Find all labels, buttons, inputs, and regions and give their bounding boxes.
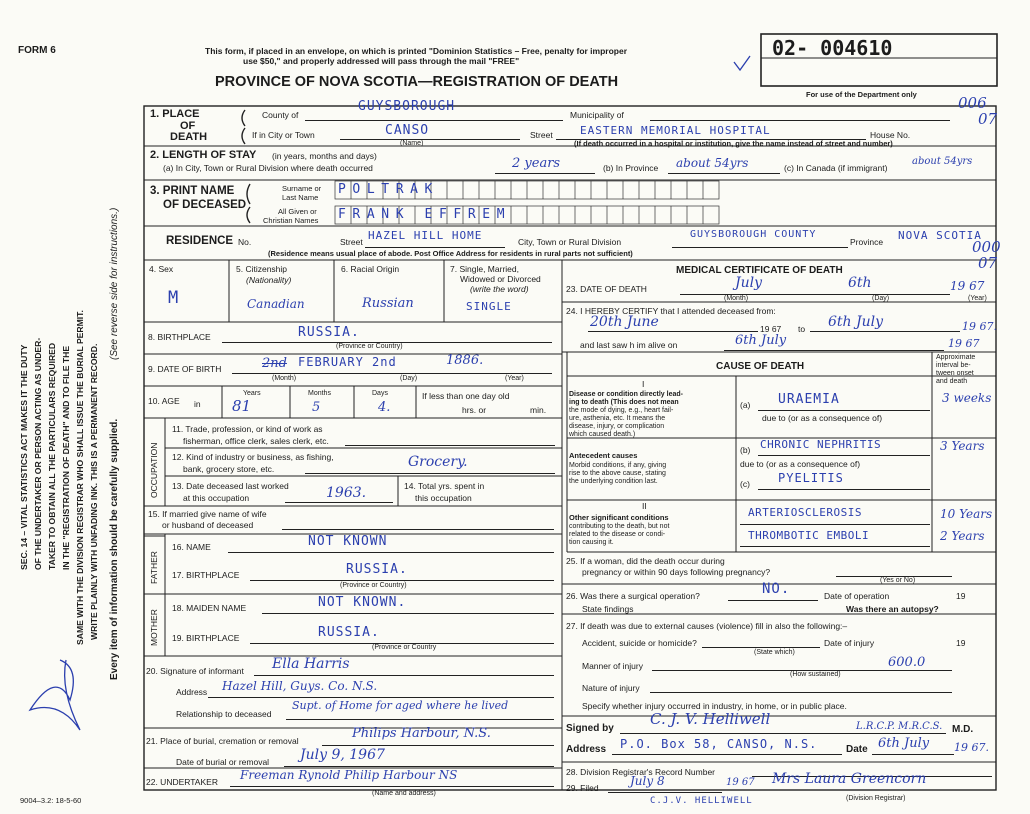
dept-use-note: For use of the Department only: [806, 90, 917, 99]
signed-by-value: C. J. V. Helliwell: [650, 710, 771, 728]
name-label-2: OF DECEASED: [163, 199, 247, 211]
surname-value: POLTRAK: [338, 182, 439, 197]
form-title: PROVINCE OF NOVA SCOTIA—REGISTRATION OF DEATH: [215, 74, 619, 90]
residence-label: RESIDENCE: [166, 235, 234, 247]
residence-city: GUYSBOROUGH COUNTY: [690, 229, 817, 240]
cause-c-label: (c): [740, 479, 750, 489]
registrar-caption: (Division Registrar): [846, 795, 906, 802]
state-which-caption: (State which): [754, 649, 795, 656]
stay-b-value: about 54yrs: [676, 156, 749, 170]
dob-struck: 2nd: [262, 356, 287, 371]
print-code: 9004–3.2: 18-5-60: [20, 796, 82, 805]
interval-1: Approximate: [936, 354, 976, 361]
other-a: Other significant conditions: [569, 513, 669, 522]
city-label: If in City or Town: [252, 130, 315, 140]
racial-label: 6. Racial Origin: [341, 264, 400, 274]
hospital-note: (If death occurred in a hospital or institution, give the name instead of street and number): [574, 139, 893, 148]
antecedent-c: rise to the above cause, stating: [569, 470, 666, 477]
side-note-7: Every item of information should be carefully supplied.: [109, 418, 120, 680]
stay-label: 2. LENGTH OF STAY: [150, 149, 257, 161]
side-note-5: SAME WITH THE DIVISION REGISTRAR WHO SHALL ISSUE THE BURIAL PERMIT.: [75, 310, 85, 645]
filed-year: 19 67: [726, 777, 755, 788]
qualifications: L.R.C.P. M.R.C.S.: [856, 721, 943, 732]
injury-date-label: Date of injury: [824, 638, 875, 648]
father-name-label: 16. NAME: [172, 542, 211, 552]
father-name: NOT KNOWN: [308, 534, 388, 549]
stay-c-label: (c) In Canada (if immigrant): [784, 163, 888, 173]
occ-13-value: 1963.: [326, 485, 367, 501]
spouse-label-b: or husband of deceased: [162, 520, 254, 530]
occ-13-b: at this occupation: [183, 493, 250, 503]
filed-label: 29. Filed: [566, 783, 599, 793]
relationship-label: Relationship to deceased: [176, 709, 272, 719]
sex-label: 4. Sex: [149, 264, 174, 274]
certify-label: 24. I HEREBY CERTIFY that I attended deceased from:: [566, 306, 776, 316]
due-to-1: due to (or as a consequence of): [762, 413, 883, 423]
stay-b-label: (b) In Province: [603, 163, 659, 173]
findings-label: State findings: [582, 604, 634, 614]
dob-label: 9. DATE OF BIRTH: [148, 364, 222, 374]
side-note-4: IN THE "REGISTRATION OF DEATH" AND TO FILE THE: [61, 345, 71, 570]
dept-code-2: 07: [978, 110, 998, 128]
cause-title: CAUSE OF DEATH: [716, 361, 805, 372]
accident-label: Accident, suicide or homicide?: [582, 638, 697, 648]
stay-a-label: (a) In City, Town or Rural Division where death occurred: [163, 163, 373, 173]
form-number: FORM 6: [18, 45, 56, 56]
filed-date: July 8: [630, 774, 665, 788]
interval-2: interval be-: [936, 362, 971, 369]
cert-address-label: Address: [566, 744, 607, 755]
county-value: GUYSBOROUGH: [358, 99, 456, 114]
occ-12-a: 12. Kind of industry or business, as fishing,: [172, 452, 334, 462]
age-in: in: [194, 399, 201, 409]
q26-label: 26. Was there a surgical operation?: [566, 591, 700, 601]
dob-year-cap: (Year): [505, 375, 524, 382]
father-birthplace-label: 17. BIRTHPLACE: [172, 570, 240, 580]
other-d: tion causing it.: [569, 539, 614, 546]
manner-label: Manner of injury: [582, 661, 643, 671]
burial-place: Philips Harbour, N.S.: [352, 726, 491, 741]
marital-label-2: Widowed or Divorced: [460, 274, 541, 284]
sex-value: M: [168, 288, 180, 308]
city-value: CANSO: [385, 123, 430, 138]
signed-by-label: Signed by: [566, 723, 614, 734]
antecedent-d: the underlying condition last.: [569, 478, 658, 485]
father-birthplace-cap: (Province or Country): [340, 582, 407, 589]
disease-c: the mode of dying, e.g., heart fail-: [569, 407, 674, 414]
disease-b: ing to death (This does not mean: [569, 399, 679, 406]
roman-2: II: [642, 501, 647, 511]
interval-4: and death: [936, 378, 968, 385]
undertaker-label: 22. UNDERTAKER: [146, 777, 218, 787]
place-label-3: DEATH: [170, 131, 208, 143]
side-note-6: WRITE PLAINLY WITH UNFADING INK. THIS IS A PERMANENT RECORD.: [89, 343, 99, 640]
dept-code-4: 07: [978, 254, 998, 272]
spouse-label-a: 15. If married give name of wife: [148, 509, 267, 519]
less-day-label: If less than one day old: [422, 391, 510, 401]
years-caption: Years: [243, 390, 261, 397]
occ-12-b: bank, grocery store, etc.: [183, 464, 275, 474]
death-month-cap: (Month): [724, 295, 749, 302]
last-saw-year: 19 67: [948, 337, 980, 350]
residence-province: NOVA SCOTIA: [898, 229, 982, 242]
attended-to: 6th July: [828, 314, 884, 330]
days-caption: Days: [372, 390, 388, 397]
dept-code-3: 000: [972, 238, 1001, 256]
q26-value: NO.: [762, 581, 791, 597]
months-caption: Months: [308, 390, 331, 397]
roman-1: I: [642, 379, 645, 389]
attended-from-year: 19 67: [760, 324, 782, 334]
cert-date-label: Date: [846, 744, 868, 755]
residence-street: HAZEL HILL HOME: [368, 229, 483, 242]
disease-a: Disease or condition directly lead-: [569, 391, 683, 398]
occ-14-a: 14. Total yrs. spent in: [404, 481, 485, 491]
place-label: 1. PLACE: [150, 108, 200, 120]
stay-c-value: about 54yrs: [912, 156, 973, 167]
specify-label: Specify whether injury occurred in industry, in home, or in public place.: [582, 701, 847, 711]
death-day-cap: (Day): [872, 295, 890, 302]
racial-value: Russian: [362, 296, 414, 311]
mother-side: MOTHER: [149, 609, 159, 646]
name-label: 3. PRINT NAME: [150, 185, 235, 197]
cert-address: P.O. Box 58, CANSO, N.S.: [620, 737, 818, 751]
given-value: FRANK EFFREM: [338, 207, 512, 222]
q25-a: 25. If a woman, did the death occur during: [566, 556, 725, 566]
surname-label-2: Last Name: [282, 193, 319, 202]
attended-from: 20th June: [590, 314, 659, 330]
registrar-signature: Mrs Laura Greencorn: [772, 771, 927, 787]
cause-b-label: (b): [740, 445, 751, 455]
other-interval-1: 10 Years: [940, 507, 993, 521]
stay-sub: (in years, months and days): [272, 151, 377, 161]
burial-date: July 9, 1967: [300, 747, 385, 763]
operation-date-label: Date of operation: [824, 591, 890, 601]
mail-notice-2: use $50," and properly addressed will pass through the mail "FREE": [243, 56, 520, 66]
residence-note: (Residence means usual place of abode. Post Office Address for residents in rural parts not sufficient): [268, 249, 633, 258]
informant-signature: Ella Harris: [272, 656, 350, 672]
manner-value: 600.0: [888, 655, 926, 670]
given-label-2: Christian Names: [263, 216, 319, 225]
record-number-label: 28. Division Registrar's Record Number: [566, 767, 716, 777]
min-label: min.: [530, 405, 547, 415]
marital-label: 7. Single, Married,: [450, 264, 519, 274]
residence-city-label: City, Town or Rural Division: [518, 237, 622, 247]
municipality-label: Municipality of: [570, 110, 624, 120]
cert-date: 6th July: [878, 736, 930, 751]
cause-b-interval: 3 Years: [940, 439, 985, 453]
how-sustained-caption: (How sustained): [790, 671, 841, 678]
informant-address: Hazel Hill, Guys. Co. N.S.: [222, 679, 378, 693]
side-note-8: (See reverse side for instructions.): [109, 207, 120, 360]
occ-11-a: 11. Trade, profession, or kind of work as: [172, 424, 323, 434]
other-c: related to the disease or condi-: [569, 531, 666, 538]
residence-street-label: Street: [340, 237, 363, 247]
q25-b: pregnancy or within 90 days following pregnancy?: [582, 567, 771, 577]
street-label: Street: [530, 130, 553, 140]
death-date-month: July: [735, 275, 763, 291]
occ-12-value: Grocery.: [408, 454, 468, 470]
age-months: 5: [312, 400, 321, 415]
q27-label: 27. If death was due to external causes (violence) fill in also the following:–: [566, 621, 848, 631]
side-note-3: TAKER TO OBTAIN ALL THE PARTICULARS REQUIRED: [47, 342, 57, 570]
cause-a-value: URAEMIA: [778, 392, 840, 407]
place-label-2: OF: [180, 120, 196, 132]
mail-notice-1: This form, if placed in an envelope, on which is printed "Dominion Statistics – Free, penalty for improper: [205, 46, 628, 56]
other-condition-2: THROMBOTIC EMBOLI: [748, 529, 870, 542]
last-saw-label: and last saw h im alive on: [580, 340, 678, 350]
citizenship-sub: (Nationality): [246, 275, 292, 285]
dob-value: FEBRUARY 2nd: [298, 355, 397, 369]
occ-11-b: fisherman, office clerk, sales clerk, etc.: [183, 436, 329, 446]
occ-14-b: this occupation: [415, 493, 472, 503]
house-label: House No.: [870, 130, 911, 140]
disease-d: ure, asthenia, etc. It means the: [569, 415, 666, 422]
other-interval-2: 2 Years: [940, 529, 985, 543]
last-saw-date: 6th July: [735, 333, 787, 348]
dob-year: 1886.: [446, 353, 484, 368]
attended-to-year: 19 67.: [962, 320, 997, 333]
cause-b-value: CHRONIC NEPHRITIS: [760, 438, 882, 451]
antecedent-a: Antecedent causes: [569, 451, 638, 460]
stay-a-value: 2 years: [512, 156, 561, 171]
death-date-label: 23. DATE OF DEATH: [566, 284, 647, 294]
age-label: 10. AGE: [148, 396, 180, 406]
md-label: M.D.: [952, 724, 974, 735]
marital-value: SINGLE: [466, 300, 512, 313]
cause-a-interval: 3 weeks: [942, 391, 992, 405]
antecedent-b: Morbid conditions, if any, giving: [569, 462, 667, 469]
burial-date-label: Date of burial or removal: [176, 757, 270, 767]
medical-title: MEDICAL CERTIFICATE OF DEATH: [676, 265, 843, 276]
disease-f: which caused death.): [569, 431, 636, 438]
dob-day-cap: (Day): [400, 375, 418, 382]
cause-a-label: (a): [740, 400, 751, 410]
side-note-2: OF THE UNDERTAKER OR PERSON ACTING AS UNDER-: [33, 337, 43, 570]
yes-no-caption: (Yes or No): [880, 577, 916, 584]
residence-no-label: No.: [238, 237, 252, 247]
disease-e: disease, injury, or complication: [569, 423, 665, 430]
cause-c-value: PYELITIS: [778, 471, 844, 485]
relationship-value: Supt. of Home for aged where he lived: [292, 699, 509, 712]
hrs-label: hrs. or: [462, 405, 487, 415]
interval-3: tween onset: [936, 370, 974, 377]
mother-birthplace-label: 19. BIRTHPLACE: [172, 633, 240, 643]
father-side: FATHER: [149, 551, 159, 584]
registration-number: 02- 004610: [772, 36, 893, 60]
nature-label: Nature of injury: [582, 683, 640, 693]
name-caption: (Name): [400, 140, 424, 147]
mother-name: NOT KNOWN.: [318, 595, 407, 610]
burial-place-label: 21. Place of burial, cremation or removal: [146, 736, 299, 746]
occ-13-a: 13. Date deceased last worked: [172, 481, 289, 491]
age-days: 4.: [378, 400, 391, 415]
marital-sub: (write the word): [470, 284, 529, 294]
surname-label: Surname or: [282, 184, 322, 193]
residence-province-label: Province: [850, 237, 884, 247]
birthplace-caption: (Province or Country): [336, 343, 403, 350]
mother-birthplace-cap: (Province or Country: [372, 644, 437, 651]
informant-address-label: Address: [176, 687, 208, 697]
age-years: 81: [232, 397, 252, 415]
dept-code-1: 006: [958, 94, 987, 112]
cert-year: 19 67.: [954, 741, 989, 754]
county-label: County of: [262, 110, 299, 120]
side-note-1: SEC. 14 – VITAL STATISTICS ACT MAKES IT THE DUTY: [19, 344, 29, 570]
other-b: contributing to the death, but not: [569, 523, 670, 530]
autopsy-label: Was there an autopsy?: [846, 604, 939, 614]
attended-to-label: to: [798, 324, 806, 334]
citizenship-value: Canadian: [247, 297, 305, 311]
mother-birthplace: RUSSIA.: [318, 625, 380, 640]
informant-label: 20. Signature of informant: [146, 666, 244, 676]
father-birthplace: RUSSIA.: [346, 562, 408, 577]
death-date-year: 19 67: [950, 279, 985, 293]
street-value: EASTERN MEMORIAL HOSPITAL: [580, 124, 771, 137]
undertaker-cap: (Name and address): [372, 790, 436, 797]
injury-year: 19: [956, 638, 966, 648]
occupation-side: OCCUPATION: [149, 442, 159, 498]
citizenship-label: 5. Citizenship: [236, 264, 288, 274]
death-date-day: 6th: [848, 275, 872, 291]
certifier-printed-name: C.J.V. HELLIWELL: [650, 796, 753, 806]
undertaker-value: Freeman Rynold Philip Harbour NS: [240, 768, 458, 782]
given-label: All Given or: [278, 207, 317, 216]
death-year-cap: (Year): [968, 295, 987, 302]
dob-month-cap: (Month): [272, 375, 297, 382]
due-to-2: due to (or as a consequence of): [740, 459, 861, 469]
other-condition-1: ARTERIOSCLEROSIS: [748, 506, 862, 519]
operation-year: 19: [956, 591, 966, 601]
birthplace-value: RUSSIA.: [298, 325, 360, 340]
mother-name-label: 18. MAIDEN NAME: [172, 603, 247, 613]
birthplace-label: 8. BIRTHPLACE: [148, 332, 211, 342]
